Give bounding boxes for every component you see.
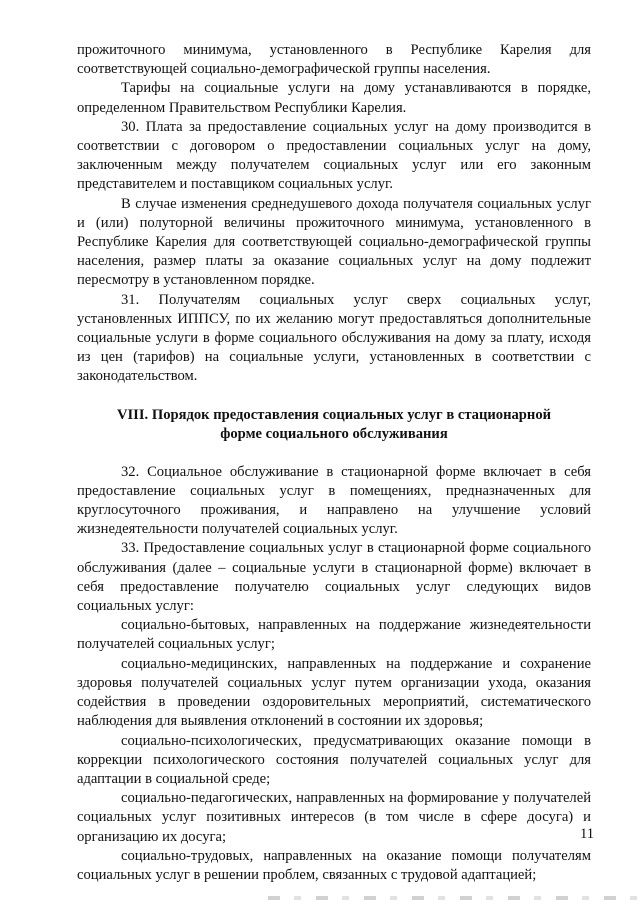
section-heading-line-2: форме социального обслуживания: [220, 426, 448, 443]
section-heading: [77, 406, 591, 445]
list-item-social-medical: социально-медицинских, направленных на поддержание и сохранение здоровья получателей социальных услуг путем организации ухода, оказания содействия в проведении оздоровительных мероприятий, систематического наблюдения для выявления отклонений в состоянии их здоровья;: [77, 655, 591, 730]
document-body: [77, 41, 591, 885]
paragraph-item-30: 30. Плата за предоставление социальных услуг на дому производится в соответствии с договором о предоставлении социальных услуг на дому, заключенным между получателем социальных услуг или его законным представителем и поставщиком социальных услуг.: [77, 118, 591, 193]
list-item-social-labor: социально-трудовых, направленных на оказание помощи получателям социальных услуг в решении проблем, связанных с трудовой адаптацией;: [77, 847, 591, 883]
list-item-social-pedagogical: социально-педагогических, направленных на формирование у получателей социальных услуг позитивных интересов (в том числе в сфере досуга) и организацию их досуга;: [77, 790, 591, 845]
paragraph-income-change: В случае изменения среднедушевого дохода получателя социальных услуг и (или) полуторной величины прожиточного минимума, установленного в Республике Карелия для соответствующей социально-демографической группы населения, размер платы за оказание социальных услуг на дому подлежит пересмотру в установленном порядке.: [77, 195, 591, 289]
paragraph-item-33: 33. Предоставление социальных услуг в стационарной форме социального обслуживания (далее – социальные услуги в стационарной форме) включает в себя предоставление получателю социальных услуг следующих видов социальных услуг:: [77, 540, 591, 615]
scan-artifact: [268, 896, 640, 900]
page-number: 11: [579, 826, 594, 842]
paragraph-continued: прожиточного минимума, установленного в Республике Карелия для соответствующей социально-демографической группы населения.: [77, 42, 591, 78]
list-item-social-household: социально-бытовых, направленных на поддержание жизнедеятельности получателей социальных услуг;: [77, 617, 591, 653]
paragraph-tariffs: Тарифы на социальные услуги на дому устанавливаются в порядке, определенном Правительством Республики Карелия.: [77, 80, 591, 116]
section-heading-line-1: VIII. Порядок предоставления социальных услуг в стационарной: [116, 406, 552, 423]
paragraph-item-31: 31. Получателям социальных услуг сверх социальных услуг, установленных ИППСУ, по их желанию могут предоставляться дополнительные социальные услуги в форме социального обслуживания на дому за плату, исходя из цен (тарифов) на социальные услуги, установленных в соответствии с законодательством.: [77, 291, 591, 385]
paragraph-item-32: 32. Социальное обслуживание в стационарной форме включает в себя предоставление социальных услуг в помещениях, предназначенных для круглосуточного проживания, и направлено на улучшение условий жизнедеятельности получателей социальных услуг.: [77, 463, 591, 538]
list-item-social-psychological: социально-психологических, предусматривающих оказание помощи в коррекции психологического состояния получателей социальных услуг для адаптации в социальной среде;: [77, 732, 591, 787]
